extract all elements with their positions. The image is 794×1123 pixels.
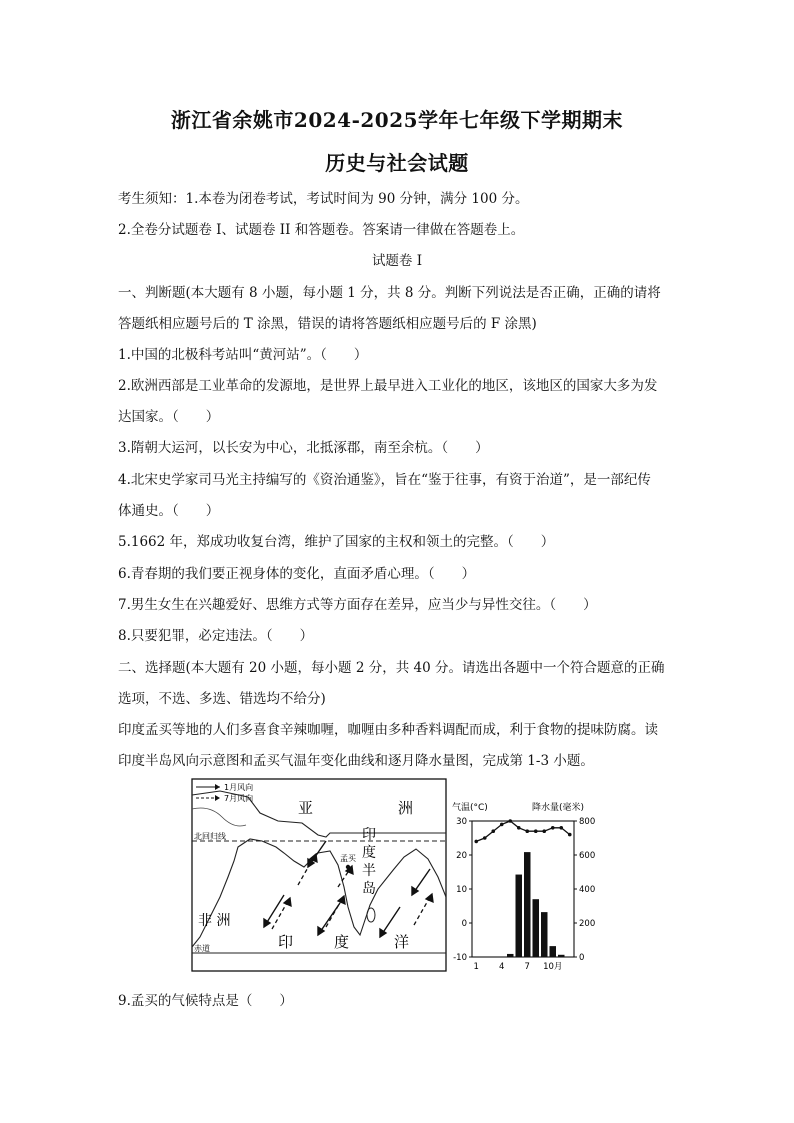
temperature-point bbox=[534, 829, 538, 833]
x-tick-label: 10月 bbox=[543, 962, 563, 972]
exam-notice-1: 考生须知：1.本卷为闭卷考试，考试时间为 90 分钟，满分 100 分。 bbox=[118, 191, 529, 207]
question-3: 3.隋朝大运河，以长安为中心，北抵涿郡，南至余杭。（ ） bbox=[118, 440, 489, 456]
question-9: 9.孟买的气候特点是（ ） bbox=[118, 993, 293, 1009]
figure-india-climate bbox=[190, 777, 606, 973]
left-tick-label: 0 bbox=[461, 919, 467, 929]
right-tick-label: 600 bbox=[579, 851, 596, 861]
left-tick-label: -10 bbox=[453, 953, 467, 963]
chart-temperature-line bbox=[474, 819, 571, 843]
question-4-line1: 4.北宋史学家司马光主持编写的《资治通鉴》，旨在“鉴于往事，有资于治道”，是一部纪传 bbox=[118, 472, 651, 488]
question-2-line2: 达国家。（ ） bbox=[118, 409, 220, 425]
chart-bars bbox=[473, 852, 573, 957]
chart-ylabel-left: 气温(°C) bbox=[452, 803, 488, 813]
temperature-point bbox=[542, 829, 546, 833]
precip-bar bbox=[533, 899, 540, 957]
temperature-point bbox=[491, 829, 495, 833]
paper-part-label: 试题卷 I bbox=[371, 253, 423, 269]
x-tick-label: 4 bbox=[499, 962, 505, 972]
peninsula-char-2: 度 bbox=[362, 845, 376, 861]
africa-label: 非 洲 bbox=[198, 913, 231, 929]
peninsula-char-4: 岛 bbox=[362, 881, 376, 897]
section2-intro-line2: 印度半岛风向示意图和孟买气温年变化曲线和逐月降水量图，完成第 1-3 小题。 bbox=[118, 753, 594, 769]
peninsula-char-3: 半 bbox=[362, 863, 376, 879]
x-tick-label: 7 bbox=[524, 962, 530, 972]
chart-axes bbox=[472, 821, 574, 957]
question-5: 5.1662 年，郑成功收复台湾，维护了国家的主权和领土的完整。（ ） bbox=[118, 534, 555, 550]
right-tick-label: 400 bbox=[579, 885, 596, 895]
paper-title: 浙江省余姚市2024-2025学年七年级下学期期末 bbox=[170, 108, 624, 132]
climate-chart bbox=[452, 801, 595, 972]
mumbai-label: 孟买 bbox=[340, 854, 356, 863]
right-tick-label: 200 bbox=[579, 919, 596, 929]
chart-ylabel-right: 降水量(毫米) bbox=[532, 803, 585, 813]
x-tick-label: 1 bbox=[473, 962, 479, 972]
temperature-point bbox=[500, 823, 504, 827]
temperature-point bbox=[559, 826, 563, 830]
asia-char-1: 亚 bbox=[298, 799, 314, 817]
left-tick-label: 20 bbox=[456, 851, 467, 861]
precip-bar bbox=[507, 954, 514, 957]
section2-heading-line1: 二、选择题(本大题有 20 小题，每小题 2 分，共 40 分。请选出各题中一个符合题意的正确 bbox=[118, 660, 665, 676]
question-8: 8.只要犯罪，必定违法。（ ） bbox=[118, 628, 314, 644]
section1-heading-line1: 一、判断题(本大题有 8 小题，每小题 1 分，共 8 分。判断下列说法是否正确，正确的请将 bbox=[118, 285, 661, 301]
figure-svg bbox=[190, 777, 606, 973]
legend-jul-text: 7月风向 bbox=[224, 794, 254, 803]
question-7: 7.男生女生在兴趣爱好、思维方式等方面存在差异，应当少与异性交往。（ ） bbox=[118, 597, 597, 613]
precip-bar bbox=[516, 875, 523, 957]
precip-bar bbox=[541, 912, 548, 957]
left-tick-label: 30 bbox=[456, 817, 467, 827]
temperature-point bbox=[483, 836, 487, 840]
asia-char-2: 洲 bbox=[398, 799, 414, 817]
exam-notice-2: 2.全卷分试题卷 I、试题卷 II 和答题卷。答案请一律做在答题卷上。 bbox=[118, 222, 525, 238]
right-tick-label: 0 bbox=[579, 953, 585, 963]
wind-map bbox=[192, 779, 446, 971]
temperature-point bbox=[568, 833, 572, 837]
temperature-point bbox=[474, 840, 478, 844]
equator-label: 赤道 bbox=[194, 944, 210, 953]
question-2-line1: 2.欧洲西部是工业革命的发源地，是世界上最早进入工业化的地区，该地区的国家大多为发 bbox=[118, 378, 658, 394]
temperature-polyline bbox=[476, 821, 570, 841]
left-tick-label: 10 bbox=[456, 885, 467, 895]
temperature-point bbox=[525, 829, 529, 833]
precip-bar bbox=[550, 946, 557, 957]
question-1: 1.中国的北极科考站叫“黄河站”。（ ） bbox=[118, 347, 368, 363]
temperature-point bbox=[517, 826, 521, 830]
precip-bar bbox=[558, 955, 565, 957]
ocean-char-1: 印 bbox=[278, 933, 294, 951]
ocean-char-3: 洋 bbox=[394, 933, 410, 951]
precip-bar bbox=[524, 852, 531, 957]
right-tick-label: 800 bbox=[579, 817, 596, 827]
section1-heading-line2: 答题纸相应题号后的 T 涂黑，错误的请将答题纸相应题号后的 F 涂黑) bbox=[118, 316, 537, 332]
question-4-line2: 体通史。（ ） bbox=[118, 503, 220, 519]
section2-intro-line1: 印度孟买等地的人们多喜食辛辣咖喱，咖喱由多种香料调配而成，利于食物的提味防腐。读 bbox=[118, 722, 658, 738]
chart-plot-frame bbox=[472, 821, 574, 957]
question-6: 6.青春期的我们要正视身体的变化，直面矛盾心理。（ ） bbox=[118, 566, 476, 582]
tropic-label: 北回归线 bbox=[194, 832, 226, 841]
temperature-point bbox=[551, 826, 555, 830]
section2-heading-line2: 选项，不选、多选、错选均不给分) bbox=[118, 691, 326, 707]
peninsula-char-1: 印 bbox=[362, 827, 376, 843]
legend-jan-text: 1月风向 bbox=[224, 783, 254, 792]
paper-subtitle: 历史与社会试题 bbox=[325, 151, 469, 175]
ocean-char-2: 度 bbox=[334, 933, 350, 951]
temperature-point bbox=[508, 819, 512, 823]
